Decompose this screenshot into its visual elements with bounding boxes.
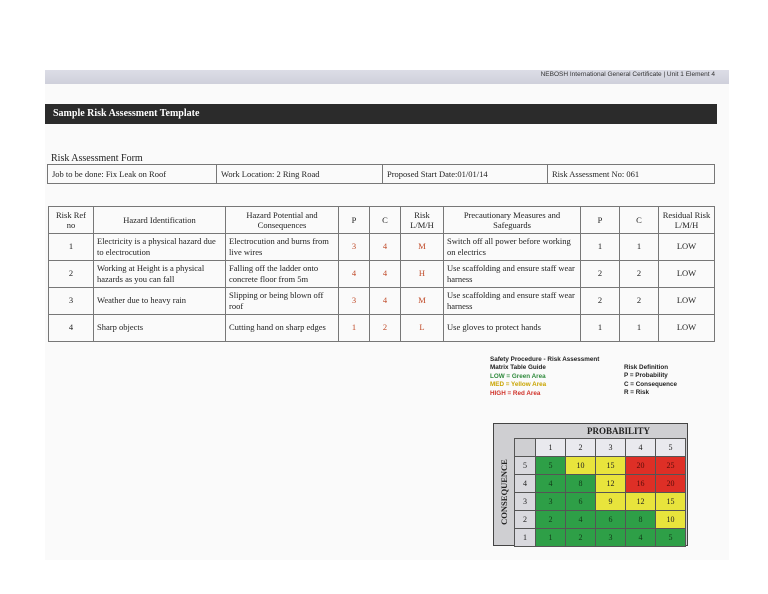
matrix-cell: 3: [596, 529, 626, 547]
matrix-cell: 15: [596, 457, 626, 475]
matrix-cell: 12: [596, 475, 626, 493]
ref-cell: 2: [49, 261, 94, 288]
risk-matrix: [493, 423, 688, 546]
assessment-number-field: Risk Assessment No: 061: [548, 165, 715, 184]
matrix-cell: 1: [536, 529, 566, 547]
ref-cell: 3: [49, 288, 94, 315]
risk-cell: M: [401, 234, 444, 261]
p2-cell: 2: [581, 288, 620, 315]
residual-cell: LOW: [659, 261, 715, 288]
table-row: [49, 234, 715, 261]
probability-label: PROBABILITY: [586, 426, 650, 436]
residual-cell: LOW: [659, 315, 715, 342]
header-ref: Risk Ref no: [49, 207, 94, 234]
matrix-cell: 4: [536, 475, 566, 493]
matrix-row: [515, 475, 686, 493]
p2-cell: 2: [581, 261, 620, 288]
definition-c: C = Consequence: [624, 380, 678, 388]
matrix-cell: 20: [626, 457, 656, 475]
p-cell: 3: [339, 288, 370, 315]
definition-r: R = Risk: [624, 389, 650, 397]
risk-cell: M: [401, 288, 444, 315]
risk-table-header: [49, 207, 715, 234]
prob-header: 3: [596, 439, 626, 457]
hazard-cell: Working at Height is a physical hazards as you can fall: [94, 261, 226, 288]
matrix-cell: 4: [566, 511, 596, 529]
hazard-cell: Weather due to heavy rain: [94, 288, 226, 315]
matrix-cell: 5: [536, 457, 566, 475]
matrix-guide: [490, 356, 599, 398]
matrix-row: [515, 493, 686, 511]
c2-cell: 1: [620, 234, 659, 261]
potential-cell: Falling off the ladder onto concrete floor from 5m: [226, 261, 339, 288]
guide-high: HIGH = Red Area: [490, 389, 541, 397]
risk-definitions: [624, 364, 677, 398]
consequence-header: 2: [515, 511, 536, 529]
consequence-header: 5: [515, 457, 536, 475]
matrix-cell: 15: [656, 493, 686, 511]
definitions-title: Risk Definition: [624, 364, 669, 371]
matrix-grid: [514, 438, 686, 547]
c2-cell: 2: [620, 288, 659, 315]
document-reference: NEBOSH International General Certificate | Unit 1 Element 4: [540, 71, 715, 78]
ref-cell: 1: [49, 234, 94, 261]
p2-cell: 1: [581, 315, 620, 342]
document-header-bar: [45, 70, 729, 84]
header-measures: Precautionary Measures and Safeguards: [444, 207, 581, 234]
p-cell: 1: [339, 315, 370, 342]
matrix-row: [515, 511, 686, 529]
matrix-cell: 6: [566, 493, 596, 511]
header-p: P: [339, 207, 370, 234]
matrix-row: [515, 529, 686, 547]
matrix-cell: 9: [596, 493, 626, 511]
potential-cell: Slipping or being blown off roof: [226, 288, 339, 315]
matrix-cell: 25: [656, 457, 686, 475]
matrix-cell: 16: [626, 475, 656, 493]
page-title: Sample Risk Assessment Template: [45, 104, 717, 124]
header-hazard: Hazard Identification: [94, 207, 226, 234]
matrix-cell: 4: [626, 529, 656, 547]
measures-cell: Switch off all power before working on electrics: [444, 234, 581, 261]
matrix-cell: 5: [656, 529, 686, 547]
table-row: [49, 288, 715, 315]
matrix-cell: 20: [656, 475, 686, 493]
header-potential: Hazard Potential and Consequences: [226, 207, 339, 234]
prob-header: 2: [566, 439, 596, 457]
matrix-cell: 8: [626, 511, 656, 529]
guide-line-1: Safety Procedure - Risk Assessment: [490, 356, 600, 363]
potential-cell: Electrocution and burns from live wires: [226, 234, 339, 261]
table-row: [49, 315, 715, 342]
residual-cell: LOW: [659, 288, 715, 315]
guide-low: LOW = Green Area: [490, 372, 546, 380]
p2-cell: 1: [581, 234, 620, 261]
measures-cell: Use gloves to protect hands: [444, 315, 581, 342]
measures-cell: Use scaffolding and ensure staff wear harness: [444, 288, 581, 315]
matrix-corner: [515, 439, 536, 457]
c-cell: 2: [370, 315, 401, 342]
matrix-cell: 6: [596, 511, 626, 529]
prob-header: 5: [656, 439, 686, 457]
consequence-header: 4: [515, 475, 536, 493]
hazard-cell: Sharp objects: [94, 315, 226, 342]
header-p2: P: [581, 207, 620, 234]
consequence-label: CONSEQUENCE: [499, 458, 509, 525]
risk-table: [48, 206, 715, 342]
matrix-cell: 10: [656, 511, 686, 529]
prob-header: 1: [536, 439, 566, 457]
ref-cell: 4: [49, 315, 94, 342]
hazard-cell: Electricity is a physical hazard due to electrocution: [94, 234, 226, 261]
c-cell: 4: [370, 234, 401, 261]
job-field: Job to be done: Fix Leak on Roof: [48, 165, 217, 184]
residual-cell: LOW: [659, 234, 715, 261]
matrix-header-row: [515, 439, 686, 457]
header-residual: Residual Risk L/M/H: [659, 207, 715, 234]
potential-cell: Cutting hand on sharp edges: [226, 315, 339, 342]
matrix-cell: 8: [566, 475, 596, 493]
c2-cell: 2: [620, 261, 659, 288]
consequence-axis: [494, 438, 514, 545]
form-info-table: [47, 164, 715, 184]
matrix-row: [515, 457, 686, 475]
risk-cell: L: [401, 315, 444, 342]
c-cell: 4: [370, 288, 401, 315]
matrix-cell: 3: [536, 493, 566, 511]
matrix-cell: 2: [536, 511, 566, 529]
risk-cell: H: [401, 261, 444, 288]
start-date-field: Proposed Start Date:01/01/14: [383, 165, 548, 184]
measures-cell: Use scaffolding and ensure staff wear harness: [444, 261, 581, 288]
matrix-cell: 12: [626, 493, 656, 511]
header-c: C: [370, 207, 401, 234]
table-row: [49, 261, 715, 288]
matrix-cell: 10: [566, 457, 596, 475]
p-cell: 4: [339, 261, 370, 288]
matrix-cell: 2: [566, 529, 596, 547]
p-cell: 3: [339, 234, 370, 261]
guide-med: MED = Yellow Area: [490, 381, 547, 389]
c-cell: 4: [370, 261, 401, 288]
c2-cell: 1: [620, 315, 659, 342]
location-field: Work Location: 2 Ring Road: [217, 165, 383, 184]
guide-line-2: Matrix Table Guide: [490, 364, 546, 372]
form-title: Risk Assessment Form: [51, 153, 143, 164]
consequence-header: 1: [515, 529, 536, 547]
consequence-header: 3: [515, 493, 536, 511]
header-risk: Risk L/M/H: [401, 207, 444, 234]
header-c2: C: [620, 207, 659, 234]
prob-header: 4: [626, 439, 656, 457]
definition-p: P = Probability: [624, 372, 668, 380]
